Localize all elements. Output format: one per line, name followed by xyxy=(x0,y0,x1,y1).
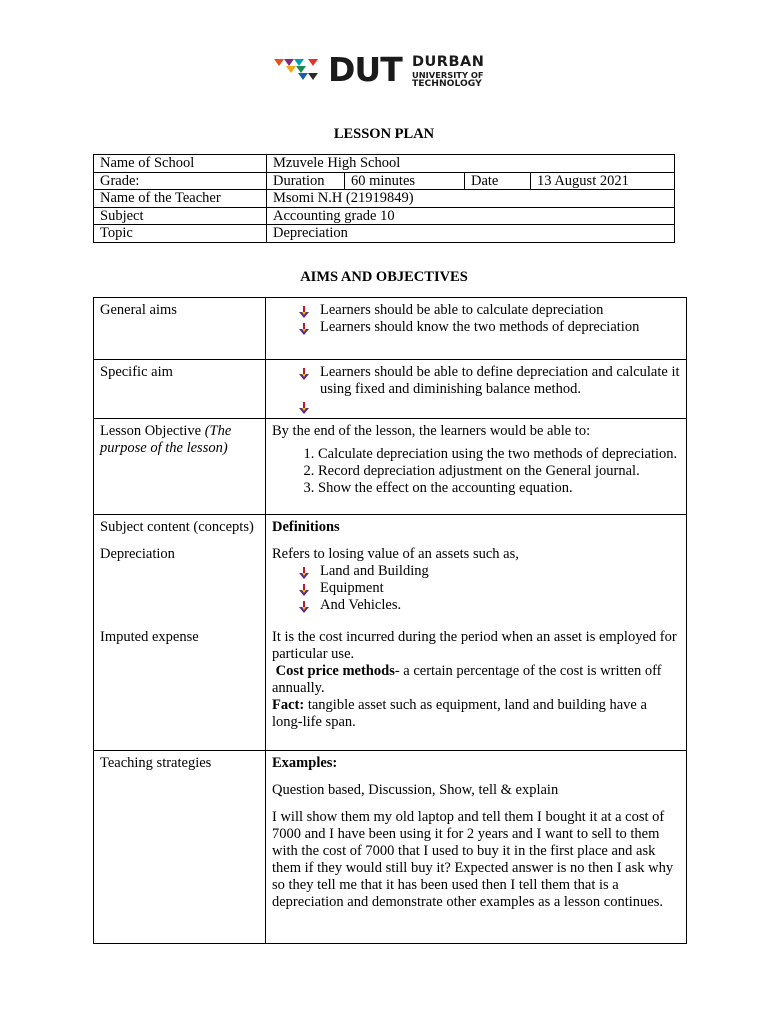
dut-logo xyxy=(272,50,485,89)
table-row xyxy=(94,155,675,173)
objective-label-italic: (The purpose of the lesson) xyxy=(100,423,232,456)
list-item xyxy=(298,398,680,415)
school-value: Mzuvele High School xyxy=(267,155,675,173)
fact xyxy=(272,697,680,731)
list-item xyxy=(298,319,680,336)
subject-label: Subject xyxy=(94,207,267,225)
cost-price-methods-bold: Cost price methods xyxy=(275,663,395,679)
table-row xyxy=(94,298,687,360)
specific-aim-cell xyxy=(266,360,687,419)
logo-line-2: UNIVERSITY OF xyxy=(412,69,484,80)
list-item xyxy=(298,302,680,319)
list-item xyxy=(298,597,680,614)
general-aim-1: Learners should be able to calculate depreciation xyxy=(320,302,604,318)
logo-name xyxy=(412,55,484,88)
table-row xyxy=(94,515,687,751)
teaching-cell xyxy=(266,751,687,944)
story-text: I will show them my old laptop and tell them I bought it at a cost of 7000 and I have been using it for 2 years and I want to sell to them with the cost of 7000 that I used to buy it in the first place and ask them if they would still buy it? Expected answer is no then I ask why so they tell me that it has been used then I tell them that is a depreciation and demonstrate other examples as a lesson continues. xyxy=(272,809,674,910)
asset-2: Equipment xyxy=(320,580,384,596)
arrow-bullet-icon xyxy=(298,567,310,579)
definitions-heading: Definitions xyxy=(272,519,340,535)
objective-intro: By the end of the lesson, the learners would be able to: xyxy=(272,423,591,439)
list-item xyxy=(298,580,680,597)
teacher-label: Name of the Teacher xyxy=(94,190,267,208)
fact-bold: Fact: xyxy=(272,697,305,713)
objective-label-text: Lesson Objective xyxy=(100,423,202,439)
imputed-cost-text: It is the cost incurred during the period when an asset is employed for particular use. xyxy=(272,629,677,662)
logo-dut-text: DUT xyxy=(328,50,402,89)
content-label-imputed: Imputed expense xyxy=(100,629,199,645)
list-item xyxy=(298,364,680,398)
table-row xyxy=(94,207,675,225)
list-item xyxy=(298,563,680,580)
content-label: Subject content (concepts) xyxy=(100,519,254,535)
asset-list xyxy=(298,563,680,614)
arrow-bullet-icon xyxy=(298,584,310,596)
table-row xyxy=(94,190,675,208)
content-cell xyxy=(266,515,687,751)
teacher-value: Msomi N.H (21919849) xyxy=(267,190,675,208)
topic-label: Topic xyxy=(94,225,267,243)
lesson-info-table xyxy=(93,154,675,243)
date-value: 13 August 2021 xyxy=(531,172,675,190)
asset-3: And Vehicles. xyxy=(320,597,402,613)
general-aims-list xyxy=(298,302,680,336)
aims-table xyxy=(93,297,687,944)
asset-1: Land and Building xyxy=(320,563,429,579)
objective-cell xyxy=(266,419,687,515)
aims-heading: AIMS AND OBJECTIVES xyxy=(300,269,468,285)
table-row xyxy=(94,751,687,944)
general-aims-label: General aims xyxy=(94,298,266,360)
grade-label: Grade: xyxy=(94,172,267,190)
logo-triangles-icon xyxy=(272,53,326,87)
content-label-cell xyxy=(94,515,266,751)
fact-text: tangible asset such as equipment, land and building have a long-life span. xyxy=(272,697,647,730)
page-title: LESSON PLAN xyxy=(333,126,435,142)
arrow-bullet-icon xyxy=(298,323,310,335)
specific-aim-list xyxy=(298,364,680,415)
list-item: 3. Show the effect on the accounting equation. xyxy=(318,480,680,497)
duration-label: Duration xyxy=(267,172,345,190)
general-aim-2: Learners should know the two methods of depreciation xyxy=(320,319,640,335)
cost-price-methods xyxy=(272,663,680,697)
duration-value: 60 minutes xyxy=(345,172,465,190)
arrow-bullet-icon xyxy=(298,368,310,380)
objective-list xyxy=(298,446,680,497)
logo-line-1: DURBAN xyxy=(412,54,485,70)
general-aims-cell xyxy=(266,298,687,360)
objective-label xyxy=(94,419,266,515)
content-label-depreciation: Depreciation xyxy=(100,546,175,562)
specific-aim-label: Specific aim xyxy=(94,360,266,419)
table-row xyxy=(94,225,675,243)
table-row xyxy=(94,360,687,419)
cost-price-methods-text: - a certain percentage of the cost is written off annually. xyxy=(272,663,662,696)
topic-value: Depreciation xyxy=(267,225,675,243)
examples-heading: Examples: xyxy=(272,755,338,771)
logo-line-3: TECHNOLOGY xyxy=(412,77,482,89)
table-row xyxy=(94,172,675,190)
teaching-label: Teaching strategies xyxy=(94,751,266,944)
school-label: Name of School xyxy=(94,155,267,173)
list-item: 1. Calculate depreciation using the two methods of depreciation. xyxy=(318,446,680,463)
specific-aim-1: Learners should be able to define depreciation and calculate it using fixed and diminishing balance method. xyxy=(320,364,680,397)
arrow-bullet-icon xyxy=(298,402,310,414)
arrow-bullet-icon xyxy=(298,601,310,613)
arrow-bullet-icon xyxy=(298,306,310,318)
table-row xyxy=(94,419,687,515)
strategies-text: Question based, Discussion, Show, tell & explain xyxy=(272,782,559,798)
subject-value: Accounting grade 10 xyxy=(267,207,675,225)
date-label: Date xyxy=(465,172,531,190)
list-item: 2. Record depreciation adjustment on the General journal. xyxy=(318,463,680,480)
refers-text: Refers to losing value of an assets such as, xyxy=(272,546,519,562)
